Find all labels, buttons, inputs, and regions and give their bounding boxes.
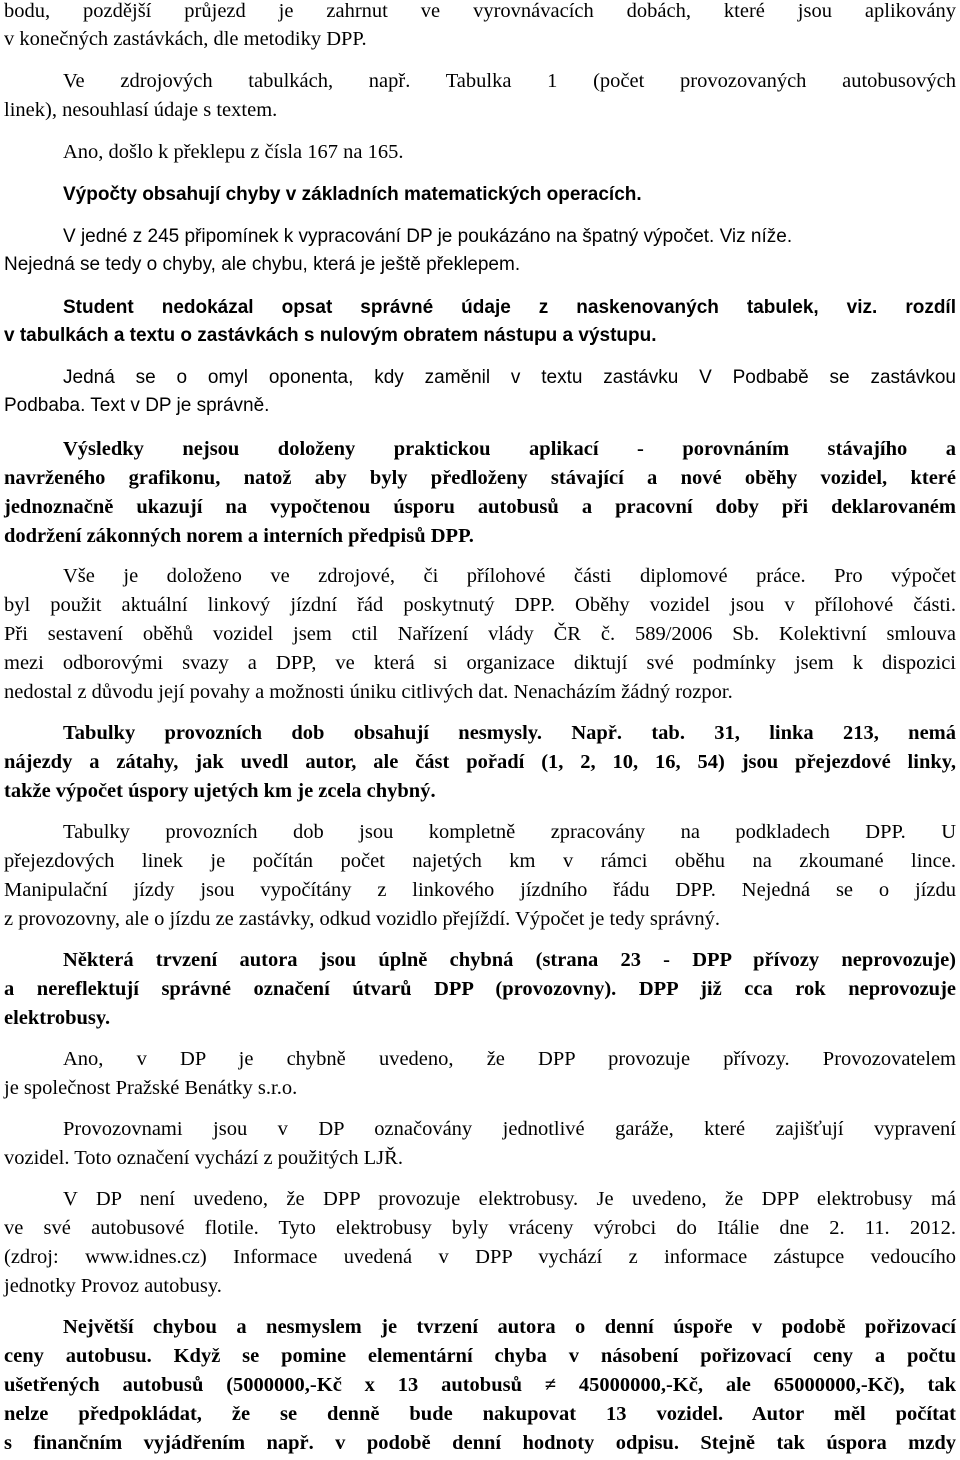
text-line: elektrobusy. [4,1007,111,1029]
text-line: Podbaba. Text v DP je správně. [4,395,270,416]
text-line: Manipulační jízdy jsou vypočítány z linkového jízdního řádu DPP. Nejedná se o jízdu [4,879,956,901]
text-line: vozidel. Toto označení vychází z použitých LJŘ. [4,1147,403,1169]
text-line: dodržení zákonných norem a interních předpisů DPP. [4,525,474,547]
text-line: Jedná se o omyl oponenta, kdy zaměnil v textu zastávku V Podbabě se zastávkou [63,367,956,388]
text-line: jednoznačně ukazují na vypočtenou úsporu autobusů a pracovní doby při deklarovaném [4,496,956,518]
text-line: přejezdových linek je počítán počet najetých km v rámci oběhu na zkoumané lince. [4,850,956,872]
text-line: Některá trvzení autora jsou úplně chybná (strana 23 - DPP přívozy neprovozuje) [63,949,956,971]
text-line: a nereflektují správné označení útvarů DPP (provozovny). DPP již cca rok neprovozuje [4,978,956,1000]
text-line: s finančním vyjádřením např. v podobě denní hodnoty odpisu. Stejně tak úspora mzdy [4,1432,956,1454]
text-line: v tabulkách a textu o zastávkách s nulovým obratem nástupu a výstupu. [4,325,657,346]
text-line: Vše je doloženo ve zdrojové, či přílohové části diplomové práce. Pro výpočet [63,565,956,587]
text-line: nedostal z důvodu její povahy a možnosti úniku citlivých dat. Nenacházím žádný rozpor. [4,681,733,703]
text-line: ceny autobusu. Když se pomine elementární chyba v násobení pořizovací ceny a počtu [4,1345,956,1367]
text-line: Ano, v DP je chybně uvedeno, že DPP provozuje přívozy. Provozovatelem [63,1048,956,1070]
text-line: Student nedokázal opsat správné údaje z naskenovaných tabulek, viz. rozdíl [63,297,956,318]
text-line: Tabulky provozních dob obsahují nesmysly. Např. tab. 31, linka 213, nemá [63,722,956,744]
text-line: Tabulky provozních dob jsou kompletně zpracovány na podkladech DPP. U [63,821,956,843]
text-line: Ano, došlo k překlepu z čísla 167 na 165. [63,141,404,163]
text-line: Výsledky nejsou doloženy praktickou aplikací - porovnáním stávajího a [63,438,956,460]
text-line: byl použit aktuální linkový jízdní řád poskytnutý DPP. Oběhy vozidel jsou v přílohové části. [4,594,956,616]
text-line: (zdroj: www.idnes.cz) Informace uvedená v DPP vychází z informace zástupce vedoucího [4,1246,956,1268]
text-line: Největší chybou a nesmyslem je tvrzení autora o denní úspoře v podobě pořizovací [63,1316,956,1338]
text-line: mezi odborovými svazy a DPP, ve která si organizace diktují své podmínky jsem k dispozici [4,652,956,674]
text-line: ve své autobusové flotile. Tyto elektrobusy byly vráceny výrobci do Itálie dne 2. 11. 2012. [4,1217,956,1239]
text-line: nelze předpokládat, že se denně bude nakupovat 13 vozidel. Autor měl počítat [4,1403,956,1425]
text-line: je společnost Pražské Benátky s.r.o. [4,1077,298,1099]
text-line: navrženého grafikonu, natož aby byly předloženy stávající a nové oběhy vozidel, které [4,467,956,489]
text-line: bodu, pozdější průjezd je zahrnut ve vyrovnávacích dobách, které jsou aplikovány [4,0,956,22]
text-line: Nejedná se tedy o chyby, ale chybu, která je ještě překlepem. [4,254,521,275]
text-line: ušetřených autobusů (5000000,-Kč x 13 autobusů ≠ 45000000,-Kč, ale 65000000,-Kč), tak [4,1374,956,1396]
text-line: z provozovny, ale o jízdu ze zastávky, odkud vozidlo přejíždí. Výpočet je tedy správný. [4,908,720,930]
text-line: Ve zdrojových tabulkách, např. Tabulka 1 (počet provozovaných autobusových [63,70,956,92]
text-line: takže výpočet úspory ujetých km je zcela chybný. [4,780,436,802]
text-line: v konečných zastávkách, dle metodiky DPP. [4,28,367,50]
text-line: V jedné z 245 připomínek k vypracování DP je poukázáno na špatný výpočet. Viz níže. [63,226,793,247]
text-line: Výpočty obsahují chyby v základních matematických operacích. [63,184,642,205]
text-line: V DP není uvedeno, že DPP provozuje elektrobusy. Je uvedeno, že DPP elektrobusy má [63,1188,956,1210]
text-line: Při sestavení oběhů vozidel jsem ctil Nařízení vlády ČR č. 589/2006 Sb. Kolektivní smlouva [4,623,956,645]
text-line: Provozovnami jsou v DP označovány jednotlivé garáže, které zajišťují vypravení [63,1118,956,1140]
text-line: linek), nesouhlasí údaje s textem. [4,99,278,121]
text-line: jednotky Provoz autobusy. [4,1275,222,1297]
text-line: nájezdy a zátahy, jak uvedl autor, ale část pořadí (1, 2, 10, 16, 54) jsou přejezdové linky, [4,751,956,773]
